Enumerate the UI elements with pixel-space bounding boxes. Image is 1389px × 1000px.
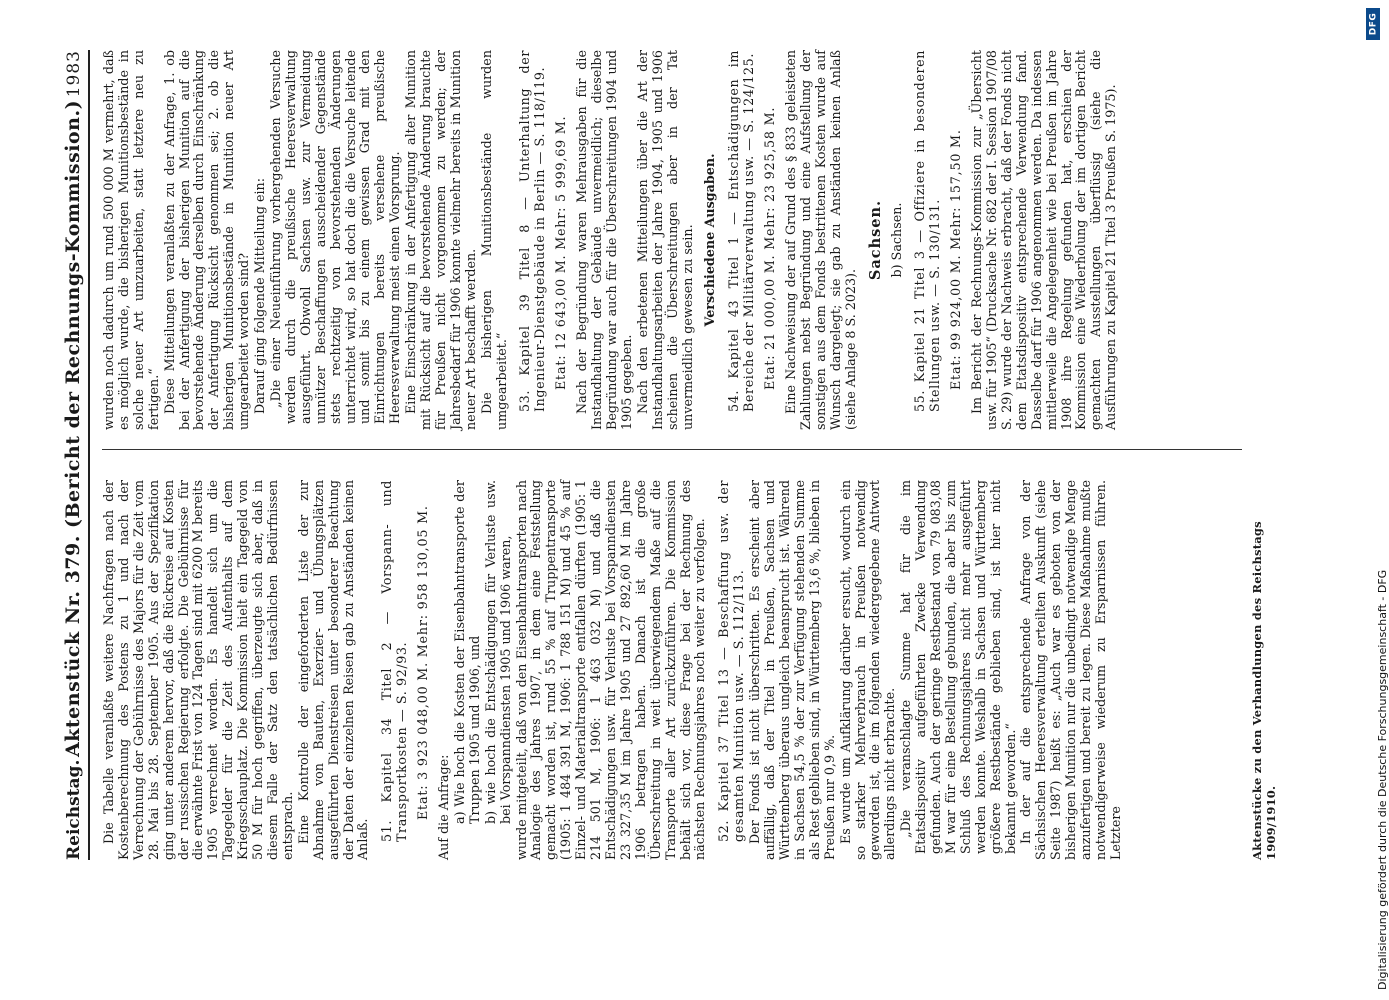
paragraph: Eine Einschränkung in der Anfertigung alter Munition mit Rücksicht auf die bevorstehende Änderung brauchte für Preußen nicht vorgenommen zu werden; der Jahresbedarf für 1906 konnte vielmehr bereits in Munition neuer Art beschafft werden. [403,50,478,430]
paragraph: Eine Nachweisung der auf Grund des § 833 geleisteten Zahlungen nebst Begründung und eine Aufstellung der sonstigen aus dem Fonds bestrittenen Kosten wurde auf Wunsch dargelegt; sie gab zu Anständen keinen Anlaß (siehe Anlage 8 S. 2023). [783,50,858,430]
budget-figures: Etat: 21 000,00 M. Mehr: 23 925,58 M. [762,106,778,390]
budget-item-heading: 53. Kapitel 39 Titel 8 — Unterhaltung der Ingenieur-Dienstgebäude in Berlin — S. 118/119. [517,50,548,412]
paragraph: Diese Mitteilungen veranlaßten zu der Anfrage, 1. ob bei der Anfertigung der bisherigen Munition auf die bevorstehende Änderung derselben durch Einschränkung der Anfertigung Rücksicht genommen sei; 2. ob die bisherigen Munitionsbestände in Munition neuer Art umgearbeitet worden sind? [161,50,252,430]
budget-figures: Etat: 12 643,00 M. Mehr: 5 999,69 M. [553,115,569,390]
budget-figures: Etat: 99 924,00 M. Mehr: 157,50 M. [948,129,964,390]
page-header [50,50,90,860]
paragraph: „Die einer Neueinführung vorhergehenden Versuche werden durch die preußische Heeresverwaltung ausgeführt. Obwohl Sachsen usw. zur Vermeidung unnützer Beschaffungen ausscheidender Gegenstände stets rechtzeitig von bevorstehenden Änderungen unterrichtet wird, so hat doch die die Versuche leitende und somit bis zu einem gewissen Grad mit den Einrichtungen bereits versehene preußische Heeresverwaltung meist einen Vorsprung. [267,50,403,424]
left-text-column [102,480,1242,860]
paragraph: wurde mitgeteilt, daß von den Eisenbahntransporten nach Analogie des Jahres 1907, in dem eine Feststellung gemacht worden ist, rund 55 % auf Truppentransporte (1905: 1 484 391 M, 1906: 1 788 151 M) und 45 % auf Einzel- und Materialtransporte entfallen dürften (1905: 1 214 501 M, 1906: 1 463 032 M) und daß die Entschädigungen usw. für Verluste bei Vorspanndiensten 23 327,35 M im Jahre 1905 und 27 892,60 M im Jahre 1906 betragen haben. Danach ist die große Überschreitung in weit überwiegendem Maße auf die Transporte aller Art zurückzuführen. Die Kommission behält sich vor, diese Frage bei der Rechnung des nächsten Rechnungsjahres noch weiter zu verfolgen. [513,480,708,860]
paragraph: Eine Kontrolle der eingeforderten Liste der zur Abnahme von Bauten, Exerzier- und Übungsplätzen ausgeführten Dienstreisen unter besonderer Beachtung der Daten der einzelnen Reisen gab zu Anständen keinen Anlaß. [295,480,371,860]
budget-item-heading: 55. Kapitel 21 Titel 3 — Offiziere in besonderen Stellungen usw. — S. 130/131. [912,50,943,412]
budget-item-heading: 51. Kapitel 34 Titel 2 — Vorspann- und Transportkosten — S. 92/93. [379,480,410,842]
paragraph: Darauf ging folgende Mitteilung ein: [252,177,268,414]
section-heading: Verschiedene Ausgaben. [702,153,718,327]
dfg-logo [1366,8,1380,40]
section-heading: Sachsen. [866,199,884,281]
budget-item-heading: 52. Kapitel 37 Titel 13 — Beschaffung usw. der gesamten Munition usw. — S. 112/113. [716,480,747,842]
right-text-column [102,50,1242,430]
budget-figures: Etat: 3 923 048,00 M. Mehr: 958 130,05 M. [415,505,431,820]
paragraph: In der auf die entsprechende Anfrage von der Sächsischen Heeresverwaltung erteilten Auskunft (siehe Seite 1987) heißt es: „Auch war es geboten von der bisherigen Munition nur die unbedingt notwendige Menge anzufertigen und bereit zu legen. Diese Maßnahme mußte notwendigerweise wiederum zu Ersparnissen führen. Letztere [1018,480,1123,860]
paragraph: Nach den erbetenen Mitteilungen über die Art der Instandhaltungsarbeiten der Jahre 1904, 1905 und 1906 scheinen die Überschreitungen aber in der Tat unvermeidlich gewesen zu sein. [634,50,695,430]
column-divider [102,449,1242,450]
paragraph: a) Wie hoch die Kosten der Eisenbahntransporte der Truppen 1905 und 1906, und [451,480,482,824]
page-number: 1983 [64,50,84,98]
paragraph: Der Fonds ist nicht überschritten. Es erscheint aber auffällig, daß der Titel in Preußen, Sachsen und Württemberg überaus ungleich beansprucht ist. Während in Sachsen 54,5 % der zur Verfügung stehenden Summe als Rest geblieben sind, in Württemberg 13,6 %, blieben in Preußen nur 0,9 %. [747,480,837,860]
publication-name: Reichstag. [64,759,84,860]
section-heading: b) Sachsen. [888,202,904,278]
paragraph: Die Tabelle veranlaßte weitere Nachfragen nach der Kostenberechnung des Postens zu 1 und nach der Verrechnung der Gebührnisse des Majors für die Zeit vom 28. Mai bis 28. September 1905. Aus der Spezifikation ging unter anderem hervor, daß die Rückreise auf Kosten der russischen Regierung erfolgte. Die Gebührnisse für die erwähnte Frist von 124 Tagen sind mit 6200 M bereits 1905 verrechnet worden. Es handelt sich um die Tagegelder für die Zeit des Aufenthalts auf dem Kriegsschauplatz. Die Kommission hielt ein Tagegeld von 50 M für hoch gegriffen, überzeugte sich aber, daß in diesem Falle der Satz den tatsächlichen Bedürfnissen entsprach. [101,480,295,860]
paragraph: „Die veranschlagte Summe hat für die im Etatsdispositiv aufgeführten Zwecke Verwendung gefunden. Auch der geringe Restbestand von 79 083,08 M war für eine Bestellung gebunden, die aber bis zum Schluß des Rechnungsjahres nicht mehr ausgeführt werden konnte. Weshalb in Sachsen und Württemberg größere Restbestände geblieben sind, ist hier nicht bekannt geworden.“ [898,480,1018,854]
document-page [50,40,1310,870]
budget-item-heading: 54. Kapitel 43 Titel 1 — Entschädigungen im Bereiche der Militärverwaltung usw. — S. 124/125. [726,50,757,412]
document-title: Aktenstück Nr. 379. (Bericht der Rechnungs-Kommission.) [62,99,84,757]
page-footer: Aktenstücke zu den Verhandlungen des Reichstags 1909/1910. [1250,521,1278,860]
paragraph: Im Bericht der Rechnungs-Kommission zur „Übersicht usw. für 1905“ (Drucksache Nr. 682 der I. Session 1907/08 S. 29) wurde der Nachweis erbracht, daß der Fonds nicht dem Etatsdispositiv entsprechende Verwendung fand. Dasselbe darf für 1906 angenommen werden. Da indessen mittlerweile die Angelegenheit wie bei Preußen im Jahre 1908 ihre Regelung gefunden hat, erschien der Kommission eine Wiederholung der im dortigen Bericht gemachten Ausstellungen überflüssig (siehe die Ausführungen zu Kapitel 21 Titel 3 Preußen S. 1975). [969,50,1119,430]
dfg-logo-text: DFG [1368,12,1379,36]
paragraph: wurden noch dadurch um rund 500 000 M vermehrt, daß es möglich wurde, die bisherigen Munitionsbestände in solche neuer Art umzuarbeiten, statt letztere neu zu fertigen.“ [101,50,161,430]
paragraph: Nach der Begründung waren Mehrausgaben für die Instandhaltung der Gebäude unvermeidlich; dieselbe Begründung war auch für die Überschreitungen 1904 und 1905 gegeben. [574,50,634,430]
paragraph: b) wie hoch die Entschädigungen für Verluste usw. bei Vorspanndiensten 1905 und 1906 waren, [482,480,513,824]
paragraph: Es wurde um Aufklärung darüber ersucht, wodurch ein so starker Mehrverbrauch in Preußen notwendig geworden ist, die im folgenden wiedergegebene Antwort allerdings nicht erbrachte. [837,480,898,860]
paragraph: Die bisherigen Munitionsbestände wurden umgearbeitet.“ [478,50,509,430]
paragraph: Auf die Anfrage: [436,754,452,860]
digitization-credit: Digitalisierung gefördert durch die Deutsche Forschungsgemeinschaft - DFG [1376,569,1389,990]
